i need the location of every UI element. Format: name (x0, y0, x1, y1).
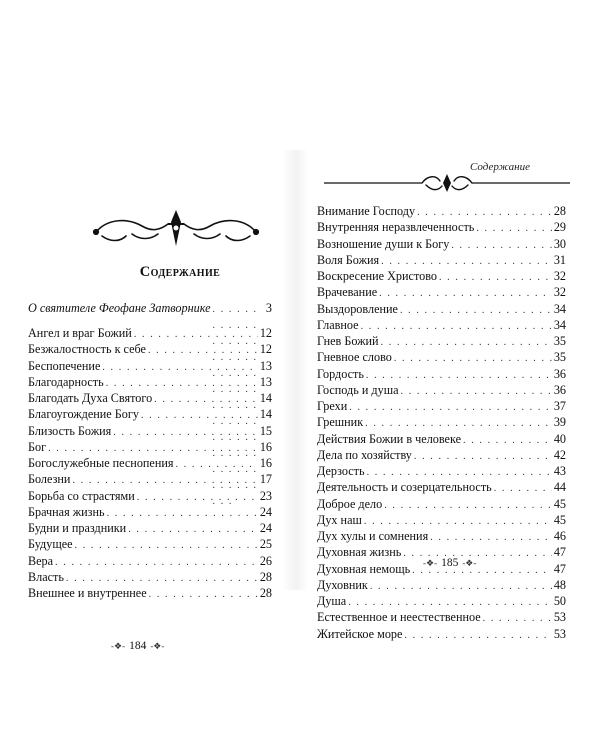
toc-entry-label: Деятельность и созерцательность (317, 480, 492, 495)
toc-entry[interactable] (28, 520, 272, 536)
toc-entry-label: Безжалостность к себе (28, 342, 146, 357)
toc-entry[interactable] (317, 333, 566, 349)
toc-entry-page: 46 (553, 529, 566, 543)
leader-dots (430, 530, 552, 546)
running-head: Содержание (469, 161, 530, 173)
leader-dots (148, 343, 258, 359)
toc-entry-label: О святителе Феофане Затворнике (28, 301, 211, 315)
leader-dots (394, 351, 552, 367)
leader-dots (483, 611, 552, 627)
toc-entry-page: 14 (259, 407, 272, 422)
leader-dots (361, 319, 552, 335)
leader-dots (113, 425, 258, 441)
toc-entry-page: 44 (553, 480, 566, 495)
toc-entry[interactable] (28, 374, 272, 390)
toc-entry-label: Близость Божия (28, 423, 112, 438)
toc-entry-label: Дух хулы и сомнения (317, 529, 429, 543)
leader-dots (400, 303, 552, 319)
toc-entry-label: Гневное слово (317, 350, 392, 365)
toc-entry[interactable] (317, 626, 566, 642)
folio-number: 184 (129, 640, 147, 652)
toc-entry-page: 30 (553, 236, 566, 251)
toc-entry-page: 16 (259, 439, 272, 454)
toc-entry[interactable] (317, 593, 566, 609)
toc-entry-page: 12 (259, 342, 272, 357)
leader-dots (137, 490, 258, 506)
toc-entry-label: Борьба со страстями (28, 488, 135, 503)
toc-entry-page: 32 (553, 269, 566, 283)
toc-entry-page: 36 (553, 366, 566, 381)
right-toc-list (317, 203, 566, 642)
toc-entry-label: Житейское море (317, 626, 403, 641)
toc-entry-label: Действия Божии в человеке (317, 431, 461, 446)
toc-entry-label: Благодарность (28, 374, 104, 389)
right-page (300, 0, 600, 750)
left-toc-list (28, 325, 272, 601)
leader-dots (134, 327, 258, 343)
toc-entry-page: 47 (553, 545, 566, 560)
toc-entry-label: Естественное и неестественное (317, 610, 481, 625)
leader-dots (370, 579, 552, 595)
toc-entry-label: Доброе дело (317, 496, 383, 511)
diamond-flourish-icon: -❖- (111, 640, 126, 651)
leader-dots (414, 449, 552, 465)
toc-entry-page: 45 (553, 512, 566, 527)
toc-entry-page: 40 (553, 431, 566, 446)
toc-entry[interactable] (317, 301, 566, 317)
toc-entry[interactable] (28, 358, 272, 374)
toc-entry-label: Внимание Господу (317, 204, 416, 218)
toc-entry-page: 17 (259, 472, 272, 487)
toc-entry-page: 24 (259, 521, 272, 535)
toc-entry-page: 48 (553, 577, 566, 592)
scroll-ornament-icon (88, 208, 264, 248)
toc-entry[interactable] (317, 479, 566, 495)
toc-entry-label: Дерзость (317, 464, 365, 478)
toc-entry-page: 47 (553, 561, 566, 576)
toc-entry-page: 29 (553, 220, 566, 235)
toc-entry-label: Воля Божия (317, 252, 380, 267)
toc-entry[interactable] (317, 252, 566, 268)
toc-entry-label: Духовная немощь (317, 561, 411, 576)
toc-entry-page: 24 (259, 504, 272, 519)
toc-entry[interactable] (28, 439, 272, 455)
leader-dots (149, 587, 258, 603)
toc-entry-label: Ангел и враг Божий (28, 326, 132, 340)
leader-dots (128, 522, 258, 538)
toc-entry-label: Грешник (317, 415, 364, 430)
toc-entry-label: Вера (28, 553, 54, 568)
leader-dots (154, 392, 258, 408)
toc-entry-label: Благоугождение Богу (28, 407, 139, 422)
toc-entry[interactable] (317, 609, 566, 625)
toc-entry-label: Грехи (317, 399, 348, 413)
toc-entry[interactable] (317, 512, 566, 528)
toc-entry-page: 45 (553, 496, 566, 511)
toc-entry-label: Богослужебные песнопения (28, 456, 174, 470)
toc-entry-page: 50 (553, 594, 566, 608)
toc-entry-page: 53 (553, 626, 566, 641)
toc-entry-label: Гнев Божий (317, 334, 379, 348)
toc-entry-label: Внешнее и внутреннее (28, 586, 147, 600)
toc-entry-page: 42 (553, 447, 566, 462)
toc-entry-label: Дела по хозяйству (317, 447, 412, 462)
toc-entry-page: 12 (259, 326, 272, 340)
toc-entry[interactable] (28, 585, 272, 601)
folio-number: 185 (441, 557, 459, 569)
toc-entry-label: Будни и праздники (28, 521, 127, 535)
toc-entry-label: Духовная жизнь (317, 545, 402, 560)
toc-entry[interactable] (28, 390, 272, 406)
toc-entry[interactable] (28, 423, 272, 439)
toc-entry-label: Бог (28, 439, 47, 454)
toc-entry-page: 26 (259, 553, 272, 568)
toc-title: Содержание (139, 264, 221, 280)
toc-entry[interactable] (317, 203, 566, 219)
toc-entry-label: Брачная жизнь (28, 504, 105, 519)
leader-dots (401, 384, 552, 400)
diamond-flourish-icon: -❖- (423, 557, 438, 568)
toc-entry-label: Гордость (317, 366, 364, 381)
toc-entry[interactable] (317, 317, 566, 333)
toc-entry-page: 28 (553, 204, 566, 218)
diamond-flourish-icon: -❖- (462, 557, 477, 568)
toc-entry-page: 39 (553, 415, 566, 430)
toc-entry[interactable] (28, 455, 272, 471)
toc-entry-page: 37 (553, 399, 566, 413)
toc-entry[interactable] (317, 431, 566, 447)
leader-dots (102, 360, 257, 376)
leader-dots (439, 270, 552, 286)
toc-entry[interactable] (317, 284, 566, 300)
toc-entry-page: 31 (553, 252, 566, 267)
toc-entry-page: 3 (265, 301, 272, 315)
toc-entry[interactable] (317, 463, 566, 479)
toc-entry[interactable] (317, 447, 566, 463)
toc-entry[interactable] (317, 268, 566, 284)
leader-dots (384, 498, 552, 514)
leader-dots (176, 457, 258, 473)
toc-entry[interactable] (317, 398, 566, 414)
leader-dots (404, 628, 551, 644)
toc-entry[interactable] (317, 414, 566, 430)
toc-entry[interactable] (28, 504, 272, 520)
leader-dots (476, 221, 551, 237)
page-number (423, 557, 476, 569)
toc-entry[interactable] (28, 553, 272, 569)
toc-entry-label: Болезни (28, 472, 71, 487)
toc-entry-label: Воскресение Христово (317, 269, 437, 283)
leader-dots (494, 481, 552, 497)
toc-entry-page: 28 (259, 586, 272, 600)
toc-entry[interactable] (28, 471, 272, 487)
toc-entry[interactable] (317, 496, 566, 512)
toc-entry-label: Дух наш (317, 512, 362, 527)
leader-dots (451, 238, 551, 254)
page-number (111, 640, 164, 652)
toc-entry[interactable] (28, 341, 272, 357)
toc-entry[interactable] (317, 349, 566, 365)
toc-entry-label: Внутренняя неразвлеченность (317, 220, 475, 235)
toc-entry-label: Возношение души к Богу (317, 236, 450, 251)
toc-entry-page: 53 (553, 610, 566, 625)
toc-entry-label: Власть (28, 569, 64, 584)
toc-entry-page: 34 (553, 317, 566, 332)
toc-entry[interactable] (28, 488, 272, 504)
toc-entry[interactable] (317, 366, 566, 382)
toc-entry-label: Господь и душа (317, 382, 399, 397)
toc-entry-page: 36 (553, 382, 566, 397)
leader-dots (141, 408, 258, 424)
leader-dots (349, 400, 552, 416)
toc-entry[interactable] (28, 325, 272, 341)
toc-entry-page: 13 (259, 374, 272, 389)
toc-entry[interactable] (28, 406, 272, 422)
toc-entry-label: Врачевание (317, 285, 378, 300)
leader-dots (107, 506, 258, 522)
toc-entry-label: Будущее (28, 537, 73, 552)
toc-entry-page: 25 (259, 537, 272, 552)
leader-dots (55, 555, 258, 571)
toc-entry-label: Беспопечение (28, 358, 101, 373)
toc-entry[interactable] (317, 528, 566, 544)
toc-entry-page: 23 (259, 488, 272, 503)
toc-entry-label: Духовник (317, 577, 368, 592)
toc-entry-label: Душа (317, 594, 347, 608)
toc-entry[interactable] (317, 577, 566, 593)
toc-entry[interactable] (317, 219, 566, 235)
toc-entry-label: Благодать Духа Святого (28, 391, 153, 405)
toc-entry-page: 28 (259, 569, 272, 584)
toc-entry[interactable] (28, 569, 272, 585)
leader-dots (75, 538, 258, 554)
toc-entry-page: 35 (553, 334, 566, 348)
toc-entry-page: 35 (553, 350, 566, 365)
toc-entry-label: Выздоровление (317, 301, 398, 316)
leader-dots (381, 335, 552, 351)
toc-entry-page: 32 (553, 285, 566, 300)
leader-dots (379, 286, 552, 302)
toc-entry-page: 15 (259, 423, 272, 438)
toc-entry-page: 13 (259, 358, 272, 373)
diamond-flourish-icon: -❖- (150, 640, 165, 651)
toc-entry[interactable] (317, 236, 566, 252)
leader-dots (463, 433, 552, 449)
toc-entry[interactable] (317, 382, 566, 398)
scroll-ornament-icon (322, 172, 572, 194)
toc-entry-page: 14 (259, 391, 272, 405)
toc-entry-page: 43 (553, 464, 566, 478)
toc-entry[interactable] (28, 536, 272, 552)
toc-entry-label: Главное (317, 317, 359, 332)
toc-entry-page: 34 (553, 301, 566, 316)
toc-entry-page: 16 (259, 456, 272, 470)
